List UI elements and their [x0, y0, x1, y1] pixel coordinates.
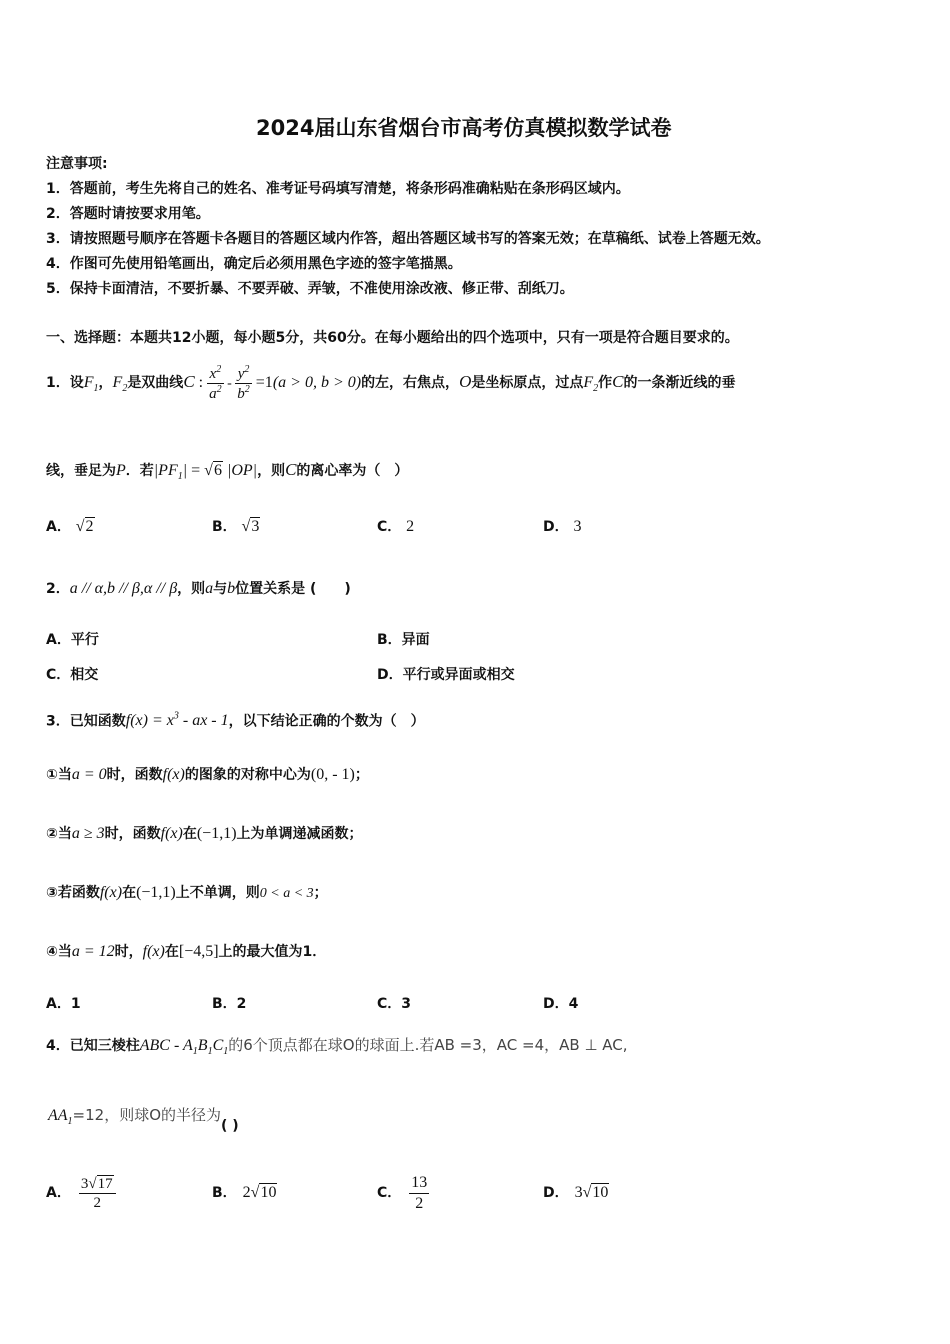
q3-option-d[interactable]: D．4 [543, 996, 579, 1012]
q2-option-a[interactable]: A．平行 [46, 632, 99, 648]
q4-option-a[interactable]: A． $\frac{3√17}{2}$ [46, 1163, 116, 1223]
q3-statement-4: ④当a = 12时，f(x)在[−4,5]上的最大值为1． [46, 943, 327, 960]
question-3: 3．已知函数$f(x) = x^3$ - ax - 1，以下结论正确的个数为（ ） [46, 711, 425, 730]
q2-option-d[interactable]: D．平行或异面或相交 [377, 667, 515, 683]
q4-option-d[interactable]: D． 3√10 [543, 1184, 609, 1201]
q3-option-a[interactable]: A．1 [46, 996, 81, 1012]
note-item: 3．请按照题号顺序在答题卡各题目的答题区域内作答，超出答题区域书写的答案无效；在草稿纸、试卷上答题无效。 [46, 231, 770, 247]
q1-option-a[interactable]: A． √2 [46, 518, 94, 535]
q1-option-b[interactable]: B． √3 [212, 518, 260, 535]
question-4-line1: 4．已知三棱柱ABC - $A_1B_1C_1$的6个顶点都在球O的球面上.若AB =3，AC =4，AB ⊥ AC, [46, 1036, 628, 1058]
note-item: 4．作图可先使用铅笔画出，确定后必须用黑色字迹的签字笔描黑。 [46, 256, 462, 272]
q3-statement-2: ②当a ≥ 3时，函数f(x)在(−1,1)上为单调递减函数； [46, 825, 363, 842]
q1-option-d[interactable]: D． 3 [543, 518, 582, 535]
q2-option-c[interactable]: C．相交 [46, 667, 99, 683]
q3-option-c[interactable]: C．3 [377, 996, 412, 1012]
q4-option-c[interactable]: C． $\frac{13}{2}$ [377, 1174, 428, 1212]
q2-option-b[interactable]: B．异面 [377, 632, 430, 648]
note-item: 5．保持卡面清洁，不要折暴、不要弄破、弄皱，不准使用涂改液、修正带、刮纸刀。 [46, 281, 574, 297]
question-1-line1: 1．设$F_1$，$F_2$是双曲线C : $\frac{x^2}{a^2}$ - $\frac{y^2}{b^2}$ =1(a > 0, b > 0)的左，右焦点，O是坐标原点，过点$F_2$作C的一条渐近线的垂 [46, 363, 736, 402]
page-title: 2024届山东省烟台市高考仿真模拟数学试卷 [256, 116, 672, 140]
note-item: 1．答题前，考生先将自己的姓名、准考证号码填写清楚，将条形码准确粘贴在条形码区域内。 [46, 181, 630, 197]
question-1-line2: 线，垂足为P．若$|PF_1| = √6$ |OP|，则C的离心率为（ ） [46, 460, 409, 483]
q4-option-b[interactable]: B． 2√10 [212, 1184, 277, 1201]
question-2: 2．a // α,b // β,α // β，则a与b位置关系是 ( ) [46, 580, 351, 597]
q3-option-b[interactable]: B．2 [212, 996, 247, 1012]
section-heading: 一、选择题：本题共12小题，每小题5分，共60分。在每小题给出的四个选项中，只有一项是符合题目要求的。 [46, 330, 739, 346]
note-item: 2．答题时请按要求用笔。 [46, 206, 210, 222]
notes-heading: 注意事项: [46, 156, 108, 172]
q1-option-c[interactable]: C． 2 [377, 518, 415, 535]
q3-statement-1: ①当a = 0时，函数f(x)的图象的对称中心为(0, - 1)； [46, 766, 369, 783]
question-4-line2: $AA_1=12$，则球O的半径为( ) [48, 1106, 239, 1134]
q3-statement-3: ③若函数f(x)在(−1,1)上不单调，则0 < a < 3； [46, 884, 328, 901]
